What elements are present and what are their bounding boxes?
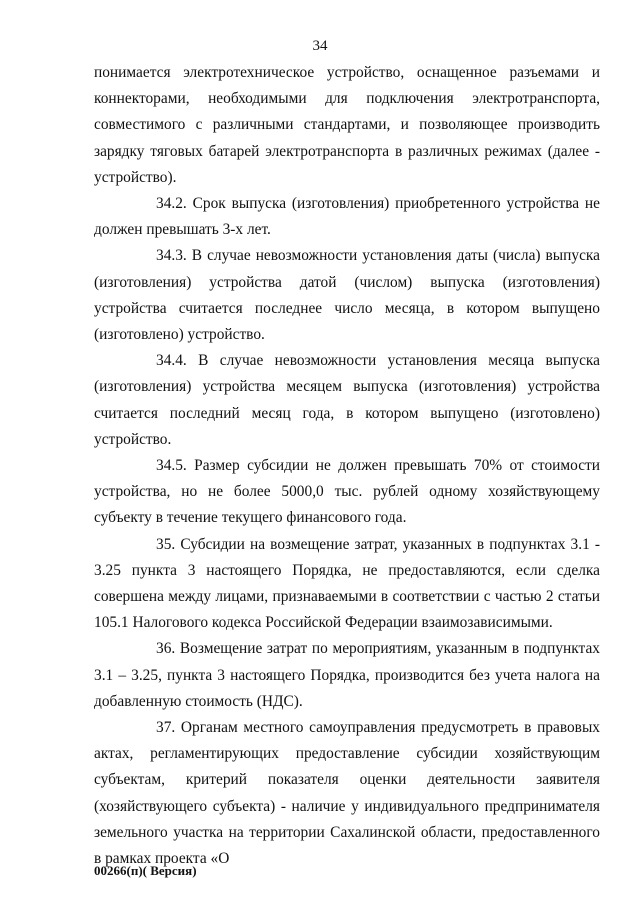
paragraph-34-4: 34.4. В случае невозможности установления месяца выпуска (изготовления) устройства месяцем выпуска (изготовления) устройства считается последний месяц года, в котором выпущено (изготовлено) устройство. [94,352,600,448]
paragraph-continuation: понимается электротехническое устройство, оснащенное разъемами и коннекторами, необходимыми для подключения электротранспорта, совместимого с различными стандартами, и позволяющее производить зарядку тяговых батарей электротранспорта в различных режимах (далее - устройство). [94,64,600,186]
paragraph-34-3: 34.3. В случае невозможности установления даты (числа) выпуска (изготовления) устройства датой (числом) выпуска (изготовления) устройства считается последнее число месяца, в котором выпущено (изготовлено) устройство. [94,247,600,344]
document-body [94,60,600,872]
paragraph-36: 36. Возмещение затрат по мероприятиям, указанным в подпунктах 3.1 – 3.25, пункта 3 настоящего Порядка, производится без учета налога на добавленную стоимость (НДС). [94,640,600,710]
paragraph-34-5: 34.5. Размер субсидии не должен превышать 70% от стоимости устройства, но не более 5000,0 тыс. рублей одному хозяйствующему субъекту в течение текущего финансового года. [94,457,600,527]
page-number: 34 [312,38,328,54]
document-footer-code: 00266(п)( Версия) [94,863,197,878]
paragraph-37: 37. Органам местного самоуправления предусмотреть в правовых актах, регламентирующих предоставление субсидии хозяйствующим субъектам, критерий показателя оценки деятельности заявителя (хозяйствующего субъекта) - наличие у индивидуального предпринимателя земельного участка на территории Сахалинской области, предоставленного в рамках проекта «О [94,719,600,868]
paragraph-35: 35. Субсидии на возмещение затрат, указанных в подпунктах 3.1 - 3.25 пункта 3 настоящего Порядка, не предоставляются, если сделка совершена между лицами, признаваемыми в соответствии с частью 2 статьи 105.1 Налогового кодекса Российской Федерации взаимозависимыми. [94,535,600,632]
paragraph-34-2: 34.2. Срок выпуска (изготовления) приобретенного устройства не должен превышать 3-х лет. [94,195,600,239]
